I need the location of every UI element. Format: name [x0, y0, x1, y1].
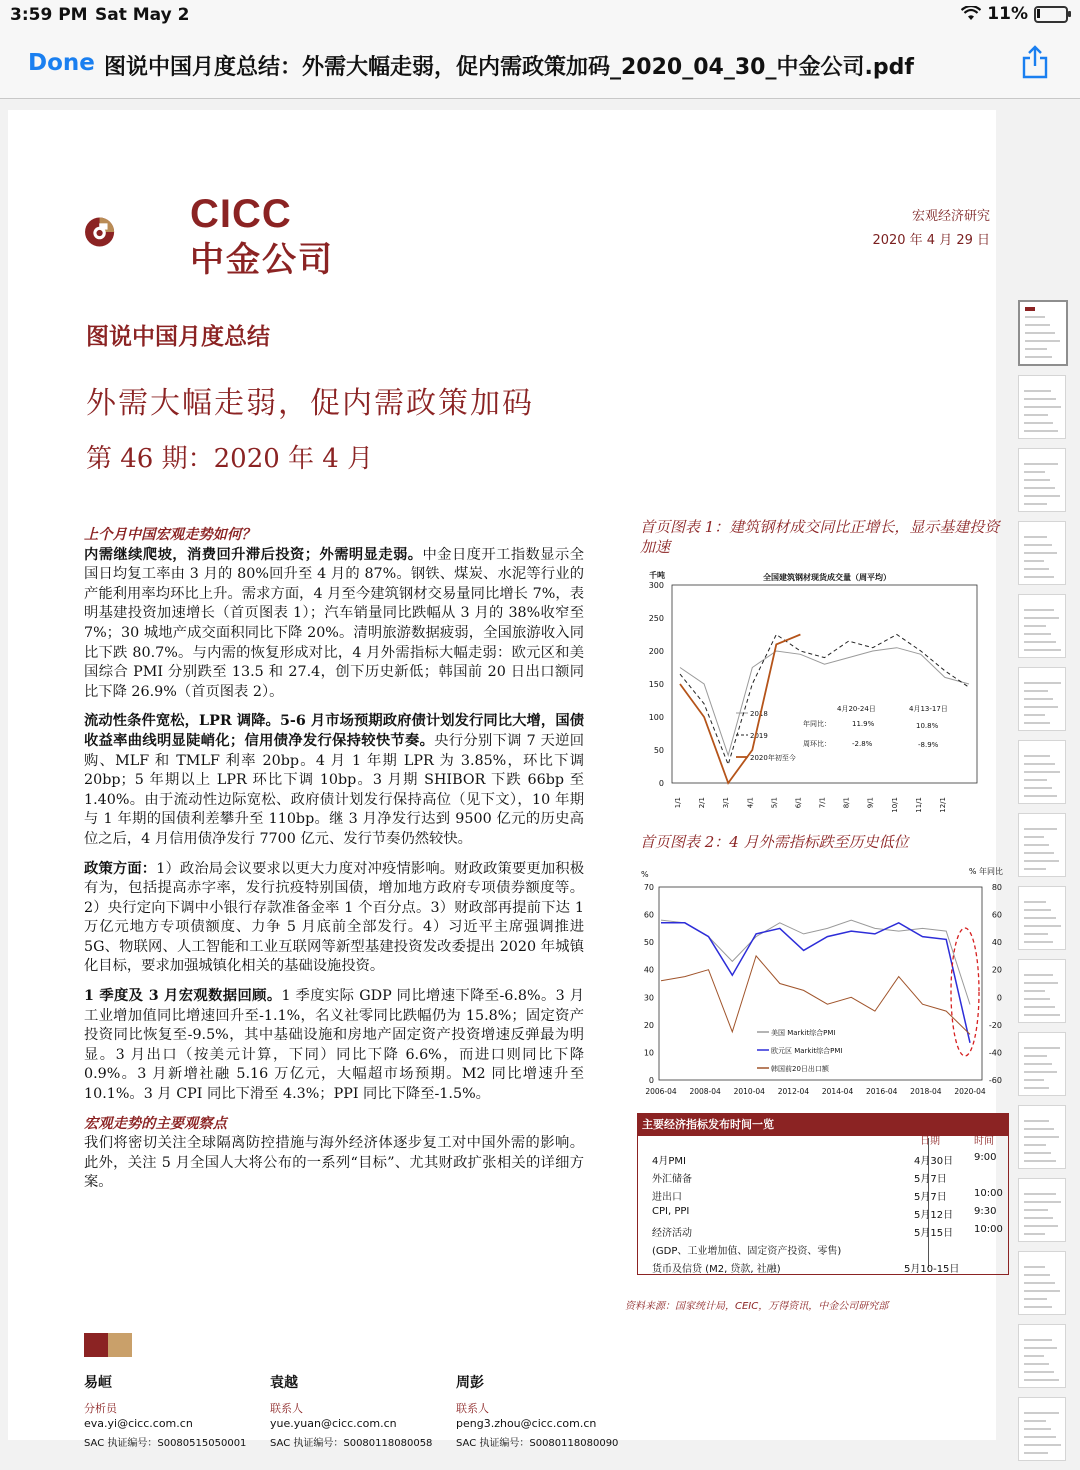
page-thumbnail[interactable]: [1018, 300, 1068, 366]
page-thumbnails: [1010, 300, 1070, 1470]
table-row-time: 9:30: [974, 1206, 997, 1217]
table-row-date: 5月12日: [914, 1210, 954, 1221]
status-right: [961, 4, 1068, 24]
x-tick-label: 6/1: [794, 797, 803, 809]
y-tick-label: 100: [648, 713, 664, 722]
x-tick-label: 4/1: [746, 797, 755, 809]
annotation-value: 11.9%: [852, 720, 875, 728]
y-tick-label: 250: [648, 614, 664, 623]
annotation-head: 4月20-24日: [837, 705, 876, 713]
y-tick-label: 50: [653, 746, 664, 755]
table-row-item: 4月PMI: [652, 1156, 686, 1167]
table-row-item: CPI, PPI: [652, 1206, 690, 1217]
author-name: 周彭: [456, 1375, 484, 1391]
annotation-label: 年同比：: [803, 720, 831, 728]
page-thumbnail[interactable]: [1018, 375, 1066, 439]
y-tick-label-left: 50: [643, 938, 654, 948]
table-row-item: 外汇储备: [652, 1174, 692, 1185]
author-email[interactable]: eva.yi@cicc.com.cn: [84, 1417, 193, 1430]
annotation-label: 周环比：: [803, 740, 831, 748]
wifi-icon: [961, 6, 981, 22]
y-tick-label-right: -40: [988, 1048, 1002, 1058]
page-thumbnail[interactable]: [1018, 813, 1066, 877]
annotation-value: -8.9%: [918, 741, 939, 749]
x-tick-label: 9/1: [866, 797, 875, 809]
paragraph-text: 我们将密切关注全球隔离防控措施与海外经济体逐步复工对中国外需的影响。此外，关注 5 月全国人大将公布的一系列“目标”、尤其财政扩张相关的详细方案。: [84, 1135, 584, 1191]
table-row-date: 5月7日: [914, 1174, 947, 1185]
table-row-time: 10:00: [974, 1224, 1003, 1235]
x-tick-label: 2006-04: [645, 1087, 677, 1096]
author-sac: SAC 执证编号：S0080118080090: [456, 1438, 619, 1449]
paragraph-text: 央行分别下调 7 天逆回购、MLF 和 TMLF 利率 20bp。4 月 1 年期 LPR 为 3.85%，环比下调 20bp；5 年期以上 LPR 环比下调 10bp。3 月期 SHIBOR 下跌 66bp 至 1.40%。由于流动性边际宽松、政府债计划发行保持高位（见下文），10 年期与 1 年期的国债利差攀升至 110bp。继 3 月净发行达到 9500 亿元的历史高位之后，4 月信用债净发行 7700 亿元、发行节奏仍然较快。: [84, 732, 585, 847]
x-tick-label: 2018-04: [910, 1087, 942, 1096]
y-axis-label-left: %: [641, 870, 649, 879]
page-thumbnail[interactable]: [1018, 594, 1066, 658]
y-tick-label: 0: [658, 779, 664, 788]
paragraph-lead: 政策方面：: [84, 860, 157, 877]
legend-label: 欧元区 Markit综合PMI: [771, 1047, 843, 1055]
col-date: 日期: [920, 1136, 940, 1147]
body-text: [84, 526, 584, 1203]
y-tick-label-left: 70: [643, 883, 654, 892]
x-tick-label: 2/1: [698, 797, 707, 809]
x-tick-label: 1/1: [674, 797, 682, 809]
table-row-item: 货币及信贷 (M2, 贷款, 社融): [652, 1264, 781, 1275]
x-tick-label: 8/1: [842, 797, 851, 809]
table-row-date: 5月15日: [914, 1228, 954, 1239]
x-tick-label: 12/1: [938, 797, 947, 813]
y-tick-label-left: 10: [643, 1048, 654, 1058]
annotation-head: 4月13-17日: [909, 705, 948, 713]
chart2: [637, 862, 1007, 1102]
y-tick-label-right: 20: [991, 965, 1002, 975]
x-tick-label: 2014-04: [821, 1087, 854, 1096]
series-line-韩国前20日出口额: [661, 956, 970, 1035]
paragraph: [84, 1134, 584, 1193]
y-tick-label-left: 30: [643, 993, 654, 1003]
paragraph-lead: 内需继续爬坡，消费回升滞后投资；外需明显走弱。: [84, 546, 423, 563]
y-axis-label: 千吨: [649, 571, 665, 580]
page-thumbnail[interactable]: [1018, 1251, 1066, 1315]
chart-title: 全国建筑钢材现货成交量（周平均）: [763, 573, 891, 582]
y-tick-label-left: 0: [648, 1076, 654, 1085]
issue-number: 第 46 期：2020 年 4 月: [86, 444, 374, 474]
paragraph: [84, 712, 584, 849]
document-title: 图说中国月度总结：外需大幅走弱，促内需政策加码_2020_04_30_中金公司.pdf: [104, 55, 914, 80]
section-heading: 上个月中国宏观走势如何？: [84, 527, 256, 543]
x-tick-label: 7/1: [818, 797, 827, 809]
footer-square-gold: [108, 1333, 132, 1357]
paragraph-text: 中金日度开工指数显示全国日均复工率由 3 月的 80%回升至 4 月的 87%。钢铁、煤炭、水泥等行业的产能利用率均环比上升。需求方面，4 月至今建筑钢材交易量同比增长 7%，表明基建投资加速增长（首页图表 1）；汽车销量同比跌幅从 3 月的 38%收窄至 7%；30 城地产成交面积同比下降 20%。清明旅游数据疲弱，全国旅游收入同比下跌 80.7%。与内需的恢复形成对比，4 月外需指标大幅走弱：欧元区和美国综合 PMI 分别跌至 13.5 和 27.4，创下历史新低；韩国前 20 日出口额同比下降 26.9%（首页图表 2）。: [84, 546, 585, 700]
paragraph: [84, 546, 584, 703]
status-date: Sat May 2: [95, 5, 190, 25]
done-button[interactable]: Done: [28, 50, 95, 76]
release-schedule-table: [637, 1113, 1009, 1275]
x-tick-label: 10/1: [890, 797, 899, 813]
battery-icon: [1034, 6, 1068, 23]
cicc-logo: [84, 187, 174, 277]
y-tick-label-right: 60: [991, 910, 1002, 920]
chart1: [637, 563, 1007, 813]
chart2-caption: 首页图表 2：4 月外需指标跌至历史低位: [640, 833, 909, 851]
paragraph-text: 1 季度实际 GDP 同比增速下降至-6.8%。3 月工业增加值同比增速回升至-1.1%，名义社零同比跌幅仍为 15.8%；固定资产投资同比恢复至-9.5%，其中基础设施和房地产固定资产投资增速反弹最为明显。3 月出口（按美元计算，下同）同比下降 6.6%，而进口则同比下降 0.9%。3 月新增社融 5.16 万亿元，大幅超市场预期。M2 同比增速升至 10.1%。3 月 CPI 同比下滑至 4.3%；PPI 同比下降至-1.5%。: [84, 988, 585, 1103]
author-sac: SAC 执证编号：S0080515050001: [84, 1438, 247, 1449]
source-note: 资料来源：国家统计局，CEIC，万得资讯，中金公司研究部: [625, 1301, 889, 1312]
table-row-time: 10:00: [974, 1188, 1003, 1199]
y-tick-label-left: 60: [643, 910, 654, 920]
report-meta: [872, 205, 990, 253]
page-thumbnail[interactable]: [1018, 959, 1066, 1023]
legend-label: 韩国前20日出口额: [771, 1065, 829, 1073]
logo-text-en: CICC: [190, 192, 292, 236]
legend-label: 美国 Markit综合PMI: [771, 1029, 836, 1037]
table-row-time: 9:00: [974, 1152, 997, 1163]
author-email[interactable]: peng3.zhou@cicc.com.cn: [456, 1417, 597, 1430]
table-row-date: 5月10-15日: [904, 1264, 960, 1275]
page-thumbnail[interactable]: [1018, 667, 1066, 731]
table-row-date: 4月30日: [914, 1156, 954, 1167]
col-time: 时间: [974, 1136, 994, 1147]
paragraph-text: 1）政治局会议要求以更大力度对冲疫情影响。财政政策要更加积极有为，包括提高赤字率，发行抗疫特别国债，增加地方政府专项债券额度等。2）央行定向下调中小银行存款准备金率 1 个百分点。3）财政部再提前下达 1 万亿元地方专项债额度、力争 5 月底前全部发行。4）习近平主席强调推进 5G、物联网、人工智能和工业互联网等新型基建投资发改委提出 2020 年城镇化目标，要求加强城镇化相关的基础设施投资。: [84, 860, 585, 975]
share-icon[interactable]: [1020, 44, 1050, 80]
y-tick-label-right: -60: [988, 1076, 1002, 1085]
series-title: 图说中国月度总结: [86, 323, 270, 350]
y-tick-label: 150: [648, 680, 664, 689]
x-tick-label: 3/1: [722, 797, 731, 809]
author-role: 分析员: [84, 1402, 117, 1415]
page-thumbnail[interactable]: [1018, 1032, 1066, 1096]
x-tick-label: 2010-04: [733, 1087, 765, 1096]
nav-bar: [0, 30, 1080, 99]
author-sac: SAC 执证编号：S0080118080058: [270, 1438, 433, 1449]
x-tick-label: 5/1: [770, 797, 779, 809]
page-thumbnail[interactable]: [1018, 886, 1066, 950]
author-email[interactable]: yue.yuan@cicc.com.cn: [270, 1417, 397, 1430]
report-category: 宏观经济研究: [911, 209, 990, 224]
table-row-item: (GDP、工业增加值、固定资产投资、零售): [652, 1246, 842, 1257]
table-row-date: 5月7日: [914, 1192, 947, 1203]
logo-text-cn: 中金公司: [190, 240, 334, 280]
y-tick-label-right: 0: [996, 993, 1002, 1003]
y-axis-label-right: % 年同比: [968, 867, 1003, 876]
series-line-欧元区 Markit综合PMI: [661, 923, 970, 1043]
headline: 外需大幅走弱，促内需政策加码: [86, 386, 534, 421]
y-tick-label: 200: [648, 647, 664, 656]
legend-label: 2020年初至今: [750, 754, 796, 762]
footer-square-red: [84, 1333, 108, 1357]
page-thumbnail[interactable]: [1018, 521, 1066, 585]
page-thumbnail[interactable]: [1018, 1324, 1066, 1388]
page-thumbnail[interactable]: [1018, 1397, 1066, 1461]
chart1-caption: 首页图表 1：建筑钢材成交同比正增长，显示基建投资加速: [640, 518, 1000, 556]
author-role: 联系人: [456, 1402, 489, 1415]
report-date: 2020 年 4 月 29 日: [872, 233, 990, 248]
paragraph: [84, 987, 584, 1105]
x-tick-label: 11/1: [914, 797, 923, 813]
page-thumbnail[interactable]: [1018, 740, 1066, 804]
author-name: 易峘: [84, 1375, 112, 1391]
y-tick-label-left: 20: [643, 1020, 654, 1030]
author-name: 袁越: [270, 1375, 298, 1391]
paragraph-lead: 流动性条件宽松，LPR 调降。5-6 月市场预期政府债计划发行同比大增，国债收益率曲线明显陡峭化；信用债净发行保持较快节奏。: [84, 713, 584, 749]
author-role: 联系人: [270, 1402, 303, 1415]
section-heading: 宏观走势的主要观察点: [84, 1115, 227, 1132]
y-tick-label-right: 40: [991, 938, 1002, 948]
table-row-item: 进出口: [652, 1192, 682, 1203]
y-tick-label-left: 40: [643, 965, 654, 975]
status-bar: [0, 0, 1080, 30]
page-thumbnail[interactable]: [1018, 448, 1066, 512]
page-thumbnail[interactable]: [1018, 1178, 1066, 1242]
status-time: 3:59 PM: [10, 5, 88, 25]
battery-percent: 11%: [987, 4, 1028, 24]
x-tick-label: 2016-04: [866, 1087, 898, 1096]
paragraph-lead: 1 季度及 3 月宏观数据回顾。: [84, 988, 282, 1005]
annotation-value: -2.8%: [852, 740, 873, 748]
page-thumbnail[interactable]: [1018, 1105, 1066, 1169]
table-title: 主要经济指标发布时间一览: [638, 1114, 1008, 1136]
series-line-美国 Markit综合PMI: [661, 920, 970, 1004]
legend-label: 2019: [750, 732, 768, 740]
highlight-ellipse: [951, 928, 979, 1056]
y-tick-label-right: -20: [988, 1020, 1002, 1030]
y-tick-label-right: 80: [991, 883, 1002, 892]
x-tick-label: 2020-04: [954, 1087, 986, 1096]
paragraph: [84, 860, 584, 978]
annotation-value: 10.8%: [916, 722, 939, 730]
x-tick-label: 2008-04: [689, 1087, 721, 1096]
legend-label: 2018: [750, 710, 768, 718]
y-tick-label: 300: [648, 581, 664, 590]
x-tick-label: 2012-04: [777, 1087, 810, 1096]
table-row-item: 经济活动: [652, 1228, 692, 1239]
